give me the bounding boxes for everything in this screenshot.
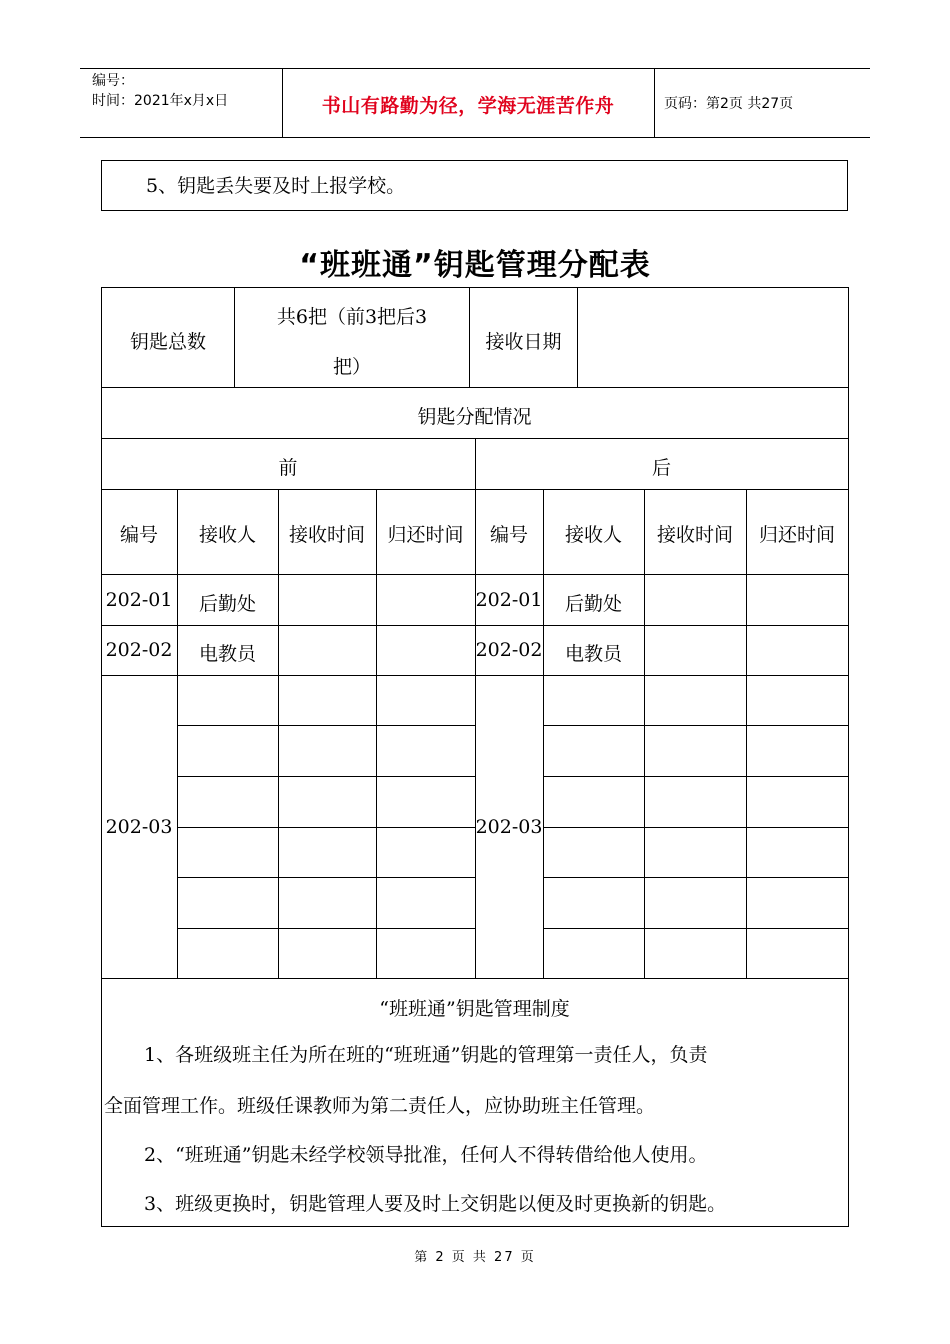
table-cell-id: 202-03 bbox=[475, 816, 543, 838]
back-col-id: 编号 bbox=[489, 524, 528, 546]
table-cell-id: 202-03 bbox=[105, 816, 173, 838]
rule-1: 1、各班级班主任为所在班的“班班通”钥匙的管理第一责任人，负责 bbox=[144, 1044, 708, 1066]
table-cell-receiver: 电教员 bbox=[198, 643, 256, 665]
total-keys-value-line2: 把） bbox=[332, 356, 371, 378]
table-cell-id: 202-01 bbox=[475, 589, 543, 611]
table-cell-id: 202-01 bbox=[105, 589, 173, 611]
front-col-return-time: 归还时间 bbox=[387, 524, 464, 546]
back-label: 后 bbox=[651, 457, 671, 479]
total-keys-value-line1: 共6把（前3把后3 bbox=[276, 306, 428, 328]
rule-3: 3、班级更换时，钥匙管理人要及时上交钥匙以便及时更换新的钥匙。 bbox=[144, 1193, 727, 1215]
total-keys-label: 钥匙总数 bbox=[129, 331, 206, 353]
table-cell-receiver: 后勤处 bbox=[198, 593, 256, 615]
header-page-info: 页码：第2页 共27页 bbox=[664, 96, 794, 112]
rule-2: 2、“班班通”钥匙未经学校领导批准，任何人不得转借给他人使用。 bbox=[144, 1144, 708, 1166]
front-col-receive-time: 接收时间 bbox=[288, 524, 365, 546]
front-col-id: 编号 bbox=[119, 524, 158, 546]
receive-date-label: 接收日期 bbox=[485, 331, 562, 353]
back-col-return-time: 归还时间 bbox=[758, 524, 835, 546]
table-cell-id: 202-02 bbox=[475, 639, 543, 661]
table-title: “班班通”钥匙管理分配表 bbox=[299, 248, 651, 283]
number-label: 编号： bbox=[92, 73, 134, 89]
front-col-receiver: 接收人 bbox=[198, 524, 256, 546]
table-cell-id: 202-02 bbox=[105, 639, 173, 661]
time-label: 时间：2021年x月x日 bbox=[92, 93, 229, 109]
table-cell-receiver: 后勤处 bbox=[564, 593, 622, 615]
header-motto: 书山有路勤为径，学海无涯苦作舟 bbox=[321, 95, 615, 117]
table-cell-receiver: 电教员 bbox=[564, 643, 622, 665]
back-col-receive-time: 接收时间 bbox=[656, 524, 733, 546]
rule-1-continued: 全面管理工作。班级任课教师为第二责任人，应协助班主任管理。 bbox=[104, 1095, 656, 1117]
note-item-5: 5、钥匙丢失要及时上报学校。 bbox=[101, 160, 848, 211]
allocation-section-label: 钥匙分配情况 bbox=[417, 406, 532, 428]
front-label: 前 bbox=[278, 457, 298, 479]
page-footer: 第 2 页 共 27 页 bbox=[414, 1250, 536, 1265]
back-col-receiver: 接收人 bbox=[564, 524, 622, 546]
rules-title: “班班通”钥匙管理制度 bbox=[379, 998, 570, 1020]
